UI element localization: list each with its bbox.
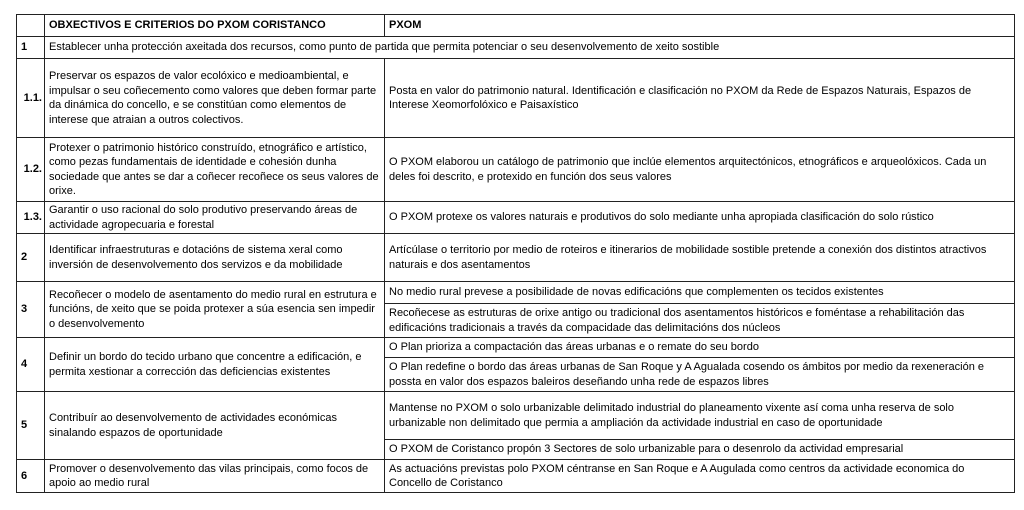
pxom-text: Posta en valor do patrimonio natural. Identificación e clasificación no PXOM da Rede de Espazos Naturais, Espazos de Interese Xeomorfolóxico e Paisaxístico (385, 59, 1015, 138)
objective-text: Contribuír ao desenvolvemento de actividades económicas sinalando espazos de oportunidade (45, 392, 385, 460)
pxom-text: Recoñecese as estruturas de orixe antigo ou tradicional dos asentamentos históricos e foméntase a rehabilitación das edificacións tradicionais a través da compacidade das delimitacións dos núcleos (385, 304, 1015, 338)
table-row (17, 338, 1015, 358)
row-number: 1 (17, 37, 45, 59)
row-number: 6 (17, 460, 45, 493)
pxom-text: No medio rural prevese a posibilidade de novas edificacións que complementen os tecidos existentes (385, 282, 1015, 304)
header-num-cell (17, 15, 45, 37)
table-row (17, 392, 1015, 440)
row-number: 2 (17, 234, 45, 282)
header-pxom: PXOM (385, 15, 1015, 37)
objective-text: Definir un bordo do tecido urbano que concentre a edificación, e permita xestionar a corrección das deficiencias existentes (45, 338, 385, 392)
table-row (17, 282, 1015, 304)
table-row (17, 59, 1015, 138)
objective-text: Recoñecer o modelo de asentamento do medio rural en estrutura e funcións, de xeito que se poida protexer a súa esencia sen impedir o desenvolvemento (45, 282, 385, 338)
objective-text: Protexer o patrimonio histórico construído, etnográfico e artístico, como pezas fundamentais de identidade e cohesión dunha sociedade que antes se dar a coñecer recoñece os seus valores de orixe. (45, 138, 385, 202)
pxom-text: O Plan redefine o bordo das áreas urbanas de San Roque y A Agualada cosendo os ámbitos por medio da rexeneración e possta en valor dos espazos baleiros deseñando unha rede de espazos libres (385, 358, 1015, 392)
pxom-text: O PXOM elaborou un catálogo de patrimonio que inclúe elementos arquitectónicos, etnográficos e arqueolóxicos. Cada un deles foi descrito, e protexido en función dos seus valores (385, 138, 1015, 202)
row-number: 4 (17, 338, 45, 392)
pxom-text: O PXOM protexe os valores naturais e produtivos do solo mediante unha apropiada clasificación do solo rústico (385, 202, 1015, 234)
table-row (17, 234, 1015, 282)
objective-text: Establecer unha protección axeitada dos recursos, como punto de partida que permita potenciar o seu desenvolvemento de xeito sostible (45, 37, 1015, 59)
table-row (17, 202, 1015, 234)
pxom-text: O PXOM de Coristanco propón 3 Sectores de solo urbanizable para o desenrolo da actividad empresarial (385, 440, 1015, 460)
row-number: 1.2. (17, 138, 45, 202)
objectives-table (16, 14, 1015, 493)
pxom-text: As actuacións previstas polo PXOM céntranse en San Roque e A Augulada como centros da actividade economica do Concello de Coristanco (385, 460, 1015, 493)
pxom-text: Mantense no PXOM o solo urbanizable delimitado industrial do planeamento vixente así coma unha reserva de solo urbanizable non delimitado que permia a ampliación da actividade industrial en caso de oportunidade (385, 392, 1015, 440)
row-number: 5 (17, 392, 45, 460)
objective-text: Identificar infraestruturas e dotacións de sistema xeral como inversión de desenvolvemento dos servizos e da mobilidade (45, 234, 385, 282)
objective-text: Preservar os espazos de valor ecolóxico e medioambiental, e impulsar o seu coñecemento como valores que deben formar parte da dinámica do concello, e se constitúan como elementos de interese que atraian a outros colectivos. (45, 59, 385, 138)
objective-text: Promover o desenvolvemento das vilas principais, como focos de apoio ao medio rural (45, 460, 385, 493)
table-row (17, 460, 1015, 493)
table-row (17, 37, 1015, 59)
header-objectives: OBXECTIVOS E CRITERIOS DO PXOM CORISTANCO (45, 15, 385, 37)
pxom-text: Artícúlase o territorio por medio de roteiros e itinerarios de mobilidade sostible pretende a conexión dos distintos atractivos naturais e dos asentamentos (385, 234, 1015, 282)
row-number: 1.1. (17, 59, 45, 138)
table-row (17, 138, 1015, 202)
row-number: 1.3. (17, 202, 45, 234)
header-row (17, 15, 1015, 37)
row-number: 3 (17, 282, 45, 338)
objective-text: Garantir o uso racional do solo produtivo preservando áreas de actividade agropecuaria e forestal (45, 202, 385, 234)
pxom-text: O Plan prioriza a compactación das áreas urbanas e o remate do seu bordo (385, 338, 1015, 358)
